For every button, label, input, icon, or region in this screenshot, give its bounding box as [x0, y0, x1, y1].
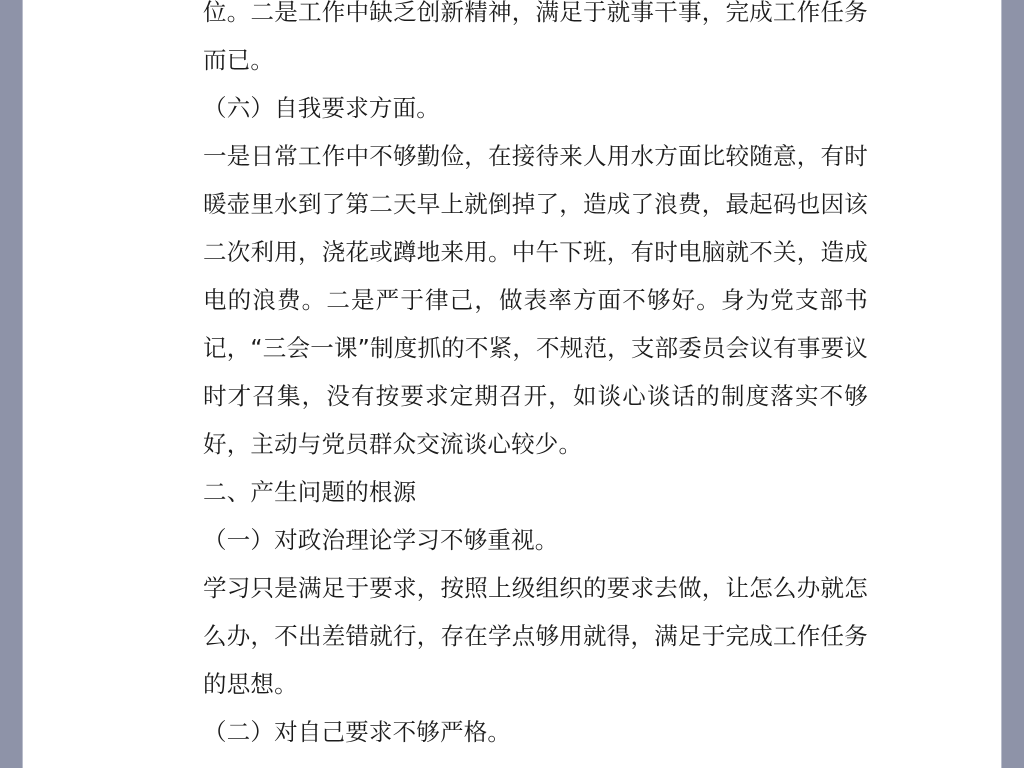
- page-text-column: [203, 0, 868, 756]
- paragraph-heading-six: （六）自我要求方面。: [203, 94, 440, 122]
- paragraph: 一是日常工作中不够勤俭，在接待来人用水方面比较随意，有时暖壶里水到了第二天早上就倒掉了，造成了浪费，最起码也因该二次利用，浇花或蹲地来用。中午下班，有时电脑就不关，造成电的浪费。二是严于律己，做表率方面不够好。身为党支部书记，“三会一课”制度抓的不紧，不规范，支部委员会议有事要议时才召集，没有按要求定期召开，如谈心谈话的制度落实不够好，主动与党员群众交流谈心较少。: [203, 142, 868, 458]
- paragraph: 位。二是工作中缺乏创新精神，满足于就事干事，完成工作任务而已。: [203, 0, 868, 74]
- left-margin-band: [0, 0, 22, 768]
- paragraph-heading-one: （一）对政治理论学习不够重视。: [203, 526, 559, 554]
- right-margin-band: [1002, 0, 1024, 768]
- paragraph: 学习只是满足于要求，按照上级组织的要求去做，让怎么办就怎么办，不出差错就行，存在学点够用就得，满足于完成工作任务的思想。: [203, 574, 868, 698]
- paragraph-heading-two: （二）对自己要求不够严格。: [203, 718, 512, 746]
- document-page: [22, 0, 1002, 768]
- section-heading-two: 二、产生问题的根源: [203, 478, 417, 506]
